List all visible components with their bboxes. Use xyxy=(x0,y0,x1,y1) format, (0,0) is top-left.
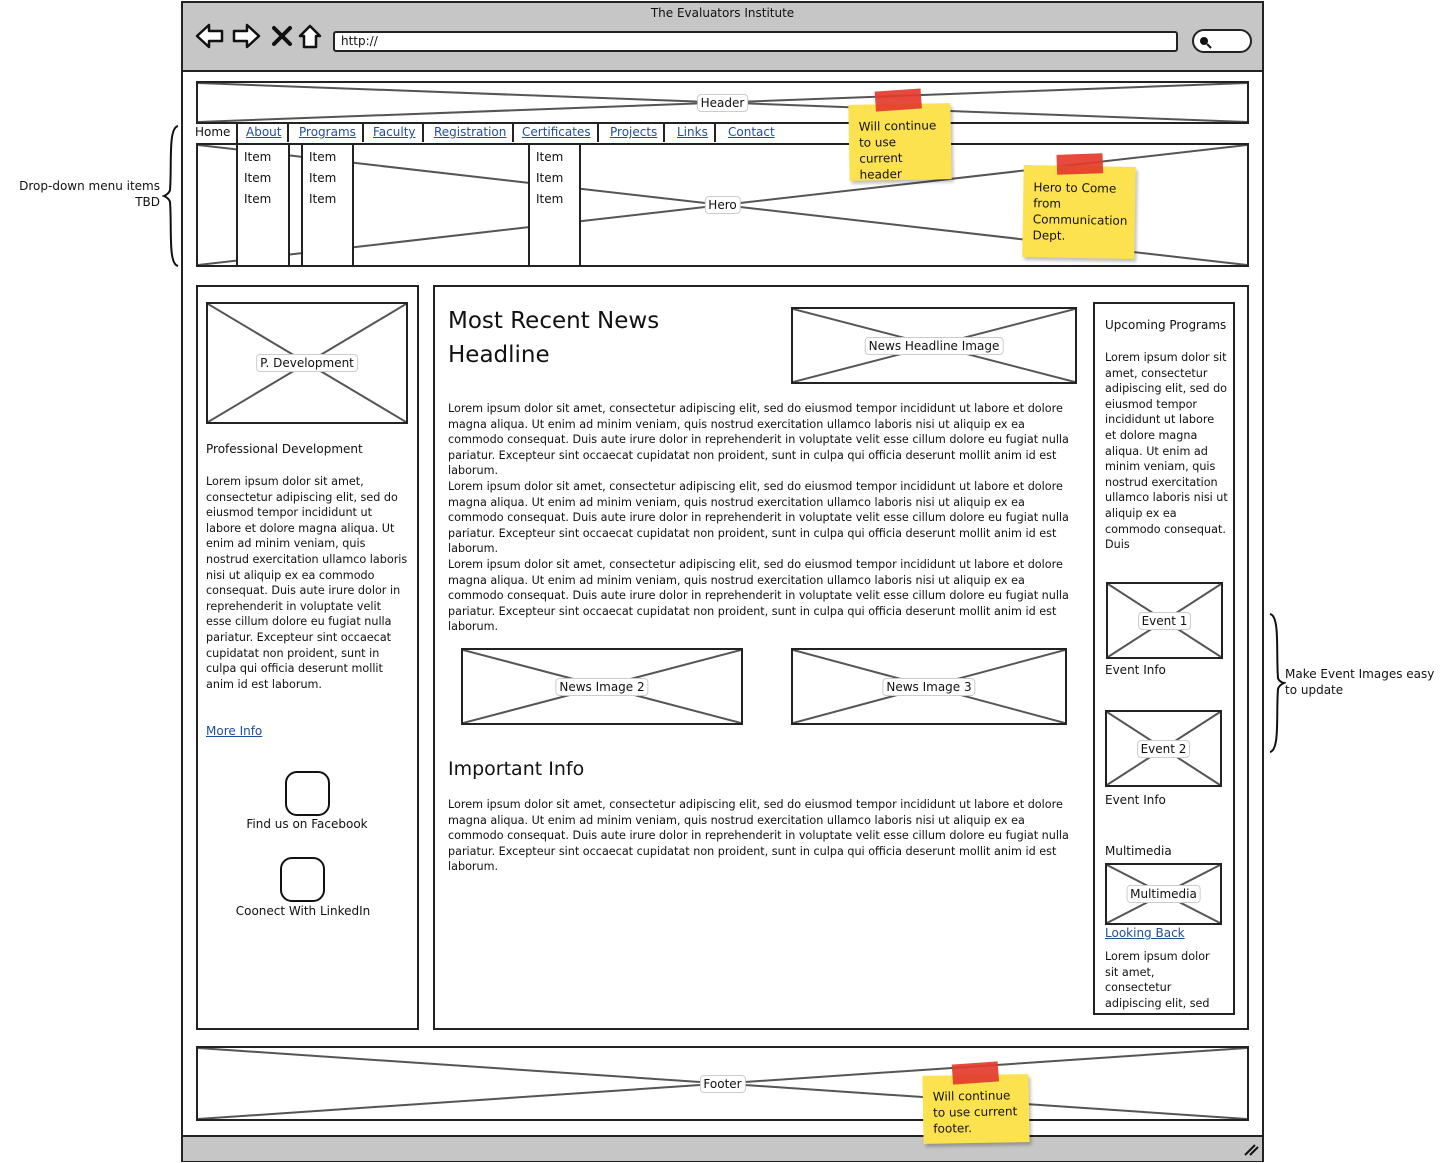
nav-programs[interactable]: Programs xyxy=(293,124,364,142)
pdev-image xyxy=(206,302,408,424)
looking-back-body: Lorem ipsum dolor sit amet, consectetur adipiscing elit, sed xyxy=(1105,950,1210,1010)
dropdown-item[interactable]: Item xyxy=(309,171,337,185)
forward-arrow-icon[interactable] xyxy=(231,23,261,49)
dropdown-item[interactable]: Item xyxy=(536,150,564,164)
facebook-label[interactable]: Find us on Facebook xyxy=(246,817,368,831)
news-image-3-label: News Image 3 xyxy=(882,678,975,696)
dropdown-programs xyxy=(301,143,354,267)
news-paragraph-2: Lorem ipsum dolor sit amet, consectetur adipiscing elit, sed do eiusmod tempor incididunt ut labore et dolore magna aliqua. Ut enim ad minim veniam, quis nostrud exercitation ullamco laboris nisi ut aliquip ex ea commodo consequat. Duis aute irure dolor in reprehenderit in voluptate velit esse cillum dolore eu fugiat nulla pariatur. Excepteur sint occaecat cupidatat non proident, sunt in culpa qui officia deserunt mollit anim id est laborum. xyxy=(448,480,1069,556)
dropdown-item[interactable]: Item xyxy=(309,192,337,206)
news-headline: Most Recent News Headline xyxy=(448,308,660,368)
news-image-2-label: News Image 2 xyxy=(555,678,648,696)
nav-home-tab-border xyxy=(236,123,238,143)
sticky-note-header-text: Will continue to use current header xyxy=(858,118,937,182)
multimedia-image-label: Multimedia xyxy=(1126,885,1201,903)
event-2-info: Event Info xyxy=(1105,793,1166,807)
footer-label: Footer xyxy=(699,1075,745,1093)
news-headline-image xyxy=(791,307,1077,384)
multimedia-title: Multimedia xyxy=(1105,844,1172,858)
brace-dropdown xyxy=(162,124,182,268)
linkedin-label[interactable]: Coonect With LinkedIn xyxy=(235,904,371,918)
multimedia-image[interactable] xyxy=(1105,863,1222,925)
header-label: Header xyxy=(697,94,749,112)
event-2-label: Event 2 xyxy=(1137,740,1191,758)
news-paragraph-3: Lorem ipsum dolor sit amet, consectetur adipiscing elit, sed do eiusmod tempor incididunt ut labore et dolore magna aliqua. Ut enim ad minim veniam, quis nostrud exercitation ullamco laboris nisi ut aliquip ex ea commodo consequat. Duis aute irure dolor in reprehenderit in voluptate velit esse cillum dolore eu fugiat nulla pariatur. Excepteur sint occaecat cupidatat non proident, sunt in culpa qui officia deserunt mollit anim id est laborum. xyxy=(448,558,1069,634)
window-title: The Evaluators Institute xyxy=(650,6,795,20)
brace-events xyxy=(1266,612,1286,754)
home-icon[interactable] xyxy=(297,23,323,49)
tape xyxy=(952,1061,999,1084)
search-icon xyxy=(1198,35,1212,49)
tape xyxy=(875,88,922,111)
url-text: http:// xyxy=(341,34,378,48)
hero-label: Hero xyxy=(704,196,740,214)
dropdown-certificates xyxy=(528,143,581,267)
stop-icon[interactable] xyxy=(271,25,293,47)
nav-registration[interactable]: Registration xyxy=(428,124,514,142)
nav-contact[interactable]: Contact xyxy=(728,125,775,139)
upcoming-programs-body: Lorem ipsum dolor sit amet, consectetur adipiscing elit, sed do eiusmod tempor incididunt ut labore et dolore magna aliqua. Ut enim ad minim veniam, quis nostrud exercitation ullamco laboris nisi ut aliquip ex ea commodo consequat. Duis xyxy=(1105,351,1228,552)
nav-about[interactable]: About xyxy=(240,124,289,142)
looking-back-link[interactable]: Looking Back xyxy=(1105,926,1185,940)
news-image-2 xyxy=(461,648,743,725)
dropdown-item[interactable]: Item xyxy=(536,171,564,185)
sticky-note-header xyxy=(848,103,951,181)
important-info-body: Lorem ipsum dolor sit amet, consectetur adipiscing elit, sed do eiusmod tempor incididunt ut labore et dolore magna aliqua. Ut enim ad minim veniam, quis nostrud exercitation ullamco laboris nisi ut aliquip ex ea commodo consequat. Duis aute irure dolor in reprehenderit in voluptate velit esse cillum dolore eu fugiat nulla pariatur. Excepteur sint occaecat cupidatat non proident, sunt in culpa qui officia deserunt mollit anim id est laborum. xyxy=(448,798,1069,874)
sticky-note-footer xyxy=(922,1074,1029,1144)
more-info-link[interactable]: More Info xyxy=(206,724,263,738)
dropdown-item[interactable]: Item xyxy=(244,192,272,206)
pdev-title: Professional Development xyxy=(206,442,363,456)
dropdown-item[interactable]: Item xyxy=(244,150,272,164)
footer-placeholder xyxy=(196,1046,1249,1121)
nav-faculty[interactable]: Faculty xyxy=(367,124,424,142)
annotation-events: Make Event Images easy to update xyxy=(1285,667,1435,697)
pdev-body: Lorem ipsum dolor sit amet, consectetur adipiscing elit, sed do eiusmod tempor incididunt ut labore et dolore magna aliqua. Ut enim ad minim veniam, quis nostrud exercitation ullamco laboris nisi ut aliquip ex ea commodo consequat. Duis aute irure dolor in reprehenderit in voluptate velit esse cillum dolore eu fugiat nulla pariatur. Excepteur sint occaecat cupidatat non proident, sunt in culpa qui officia deserunt mollit anim id est laborum. xyxy=(206,475,408,691)
news-paragraph-1: Lorem ipsum dolor sit amet, consectetur adipiscing elit, sed do eiusmod tempor incididunt ut labore et dolore magna aliqua. Ut enim ad minim veniam, quis nostrud exercitation ullamco laboris nisi ut aliquip ex ea commodo consequat. Duis aute irure dolor in reprehenderit in voluptate velit esse cillum dolore eu fugiat nulla pariatur. Excepteur sint occaecat cupidatat non proident, sunt in culpa qui officia deserunt mollit anim id est laborum. xyxy=(448,402,1069,478)
sticky-note-footer-text: Will continue to use current footer. xyxy=(932,1088,1018,1136)
header-placeholder xyxy=(196,81,1249,124)
event-1-label: Event 1 xyxy=(1138,612,1192,630)
pdev-image-label: P. Development xyxy=(256,354,358,372)
important-info-title: Important Info xyxy=(448,758,585,780)
status-bar xyxy=(183,1135,1262,1161)
event-2-image[interactable] xyxy=(1105,710,1222,787)
resize-grip-icon[interactable] xyxy=(1243,1143,1259,1157)
dropdown-item[interactable]: Item xyxy=(309,150,337,164)
sticky-note-hero-text: Hero to Come from Communication Dept. xyxy=(1032,180,1128,243)
event-1-info: Event Info xyxy=(1105,663,1166,677)
sticky-note-hero xyxy=(1022,165,1136,259)
upcoming-programs-title: Upcoming Programs xyxy=(1105,318,1227,332)
tape xyxy=(1057,153,1104,175)
nav-home[interactable]: Home xyxy=(188,124,238,142)
search-box[interactable] xyxy=(1192,29,1252,53)
event-1-image[interactable] xyxy=(1106,582,1223,659)
linkedin-icon[interactable] xyxy=(280,857,325,902)
back-arrow-icon[interactable] xyxy=(195,23,225,49)
dropdown-item[interactable]: Item xyxy=(244,171,272,185)
dropdown-item[interactable]: Item xyxy=(536,192,564,206)
dropdown-about xyxy=(236,143,290,267)
news-headline-image-label: News Headline Image xyxy=(865,337,1004,355)
nav-projects[interactable]: Projects xyxy=(604,124,665,142)
news-image-3 xyxy=(791,648,1067,725)
url-bar[interactable] xyxy=(333,31,1178,52)
nav-links[interactable]: Links xyxy=(671,124,716,142)
facebook-icon[interactable] xyxy=(285,771,330,816)
annotation-dropdown: Drop-down menu items TBD xyxy=(19,179,160,209)
nav-certificates[interactable]: Certificates xyxy=(516,124,599,142)
